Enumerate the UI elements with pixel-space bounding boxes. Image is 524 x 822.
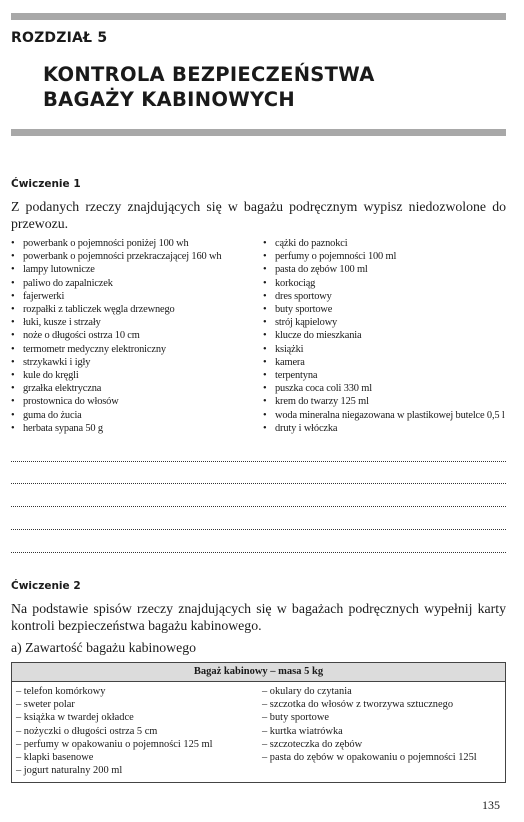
- card-list-left: [16, 685, 213, 777]
- card-item: – szczotka do włosów z tworzywa sztucznego: [262, 699, 454, 711]
- list-item: • rozpałki z tabliczek węgla drzewnego: [11, 303, 221, 316]
- card-item: – buty sportowe: [262, 712, 329, 724]
- list-item: • pasta do zębów 100 ml: [263, 263, 505, 276]
- card-item: – jogurt naturalny 200 ml: [16, 765, 123, 777]
- title-line-2: BAGAŻY KABINOWYCH: [43, 88, 295, 111]
- exercise-2-heading: Ćwiczenie 2: [11, 580, 81, 592]
- card-title: Bagaż kabinowy – masa 5 kg: [12, 663, 505, 682]
- card-item: – perfumy w opakowaniu o pojemności 125 ml: [16, 738, 213, 750]
- list-item: • prostownica do włosów: [11, 395, 221, 408]
- list-item: • dres sportowy: [263, 290, 505, 303]
- list-item: • korkociąg: [263, 277, 505, 290]
- card-item: – nożyczki o długości ostrza 5 cm: [16, 725, 158, 737]
- list-item: • perfumy o pojemności 100 ml: [263, 250, 505, 263]
- answer-line-1[interactable]: [11, 461, 506, 462]
- list-item: • termometr medyczny elektroniczny: [11, 343, 221, 356]
- items-list-right: [263, 237, 505, 435]
- list-item: • grzałka elektryczna: [11, 382, 221, 395]
- list-item: • kule do kręgli: [11, 369, 221, 382]
- list-item: • kamera: [263, 356, 505, 369]
- list-item: • klucze do mieszkania: [263, 329, 505, 342]
- list-item: • książki: [263, 343, 505, 356]
- card-item: – sweter polar: [16, 699, 75, 711]
- list-item: • guma do żucia: [11, 409, 221, 422]
- list-item: • woda mineralna niegazowana w plastikowej butelce 0,5 l: [263, 409, 505, 422]
- list-item: • terpentyna: [263, 369, 505, 382]
- list-item: • paliwo do zapalniczek: [11, 277, 221, 290]
- list-item: • lampy lutownicze: [11, 263, 221, 276]
- exercise-1-instruction: Z podanych rzeczy znajdujących się w bagażu podręcznym wypisz niedozwolone do przewozu.: [11, 199, 506, 231]
- page-number: 135: [482, 798, 500, 812]
- title-line-1: KONTROLA BEZPIECZEŃSTWA: [43, 63, 375, 86]
- list-item: • strzykawki i igły: [11, 356, 221, 369]
- card-item: – okulary do czytania: [262, 686, 352, 697]
- list-item: • herbata sypana 50 g: [11, 422, 221, 435]
- card-item: – książka w twardej okładce: [16, 712, 134, 724]
- list-item: • krem do twarzy 125 ml: [263, 395, 505, 408]
- answer-line-5[interactable]: [11, 552, 506, 553]
- card-list-right: [262, 685, 477, 764]
- list-item: • łuki, kusze i strzały: [11, 316, 221, 329]
- items-list-left: [11, 237, 221, 435]
- top-rule: [11, 13, 506, 20]
- baggage-card: [11, 662, 506, 783]
- exercise-2-instruction: Na podstawie spisów rzeczy znajdujących się w bagażach podręcznych wypełnij karty kontroli bezpieczeństwa bagażu kabinowego.: [11, 601, 506, 633]
- answer-line-4[interactable]: [11, 529, 506, 530]
- list-item: • noże o długości ostrza 10 cm: [11, 329, 221, 342]
- card-item: – telefon komórkowy: [16, 686, 106, 697]
- title-rule: [11, 129, 506, 136]
- list-item: • powerbank o pojemności przekraczającej 160 wh: [11, 250, 221, 263]
- list-item: • puszka coca coli 330 ml: [263, 382, 505, 395]
- list-item: • powerbank o pojemności poniżej 100 wh: [11, 237, 221, 250]
- sub-label: a) Zawartość bagażu kabinowego: [11, 640, 197, 655]
- page-title: [43, 62, 375, 112]
- exercise-1-heading: Ćwiczenie 1: [11, 178, 81, 190]
- list-item: • cążki do paznokci: [263, 237, 505, 250]
- card-item: – szczoteczka do zębów: [262, 738, 363, 750]
- list-item: • buty sportowe: [263, 303, 505, 316]
- card-item: – klapki basenowe: [16, 752, 94, 764]
- card-item: – kurtka wiatrówka: [262, 725, 343, 737]
- list-item: • strój kąpielowy: [263, 316, 505, 329]
- list-item: • fajerwerki: [11, 290, 221, 303]
- list-item: • druty i włóczka: [263, 422, 505, 435]
- chapter-label: ROZDZIAŁ 5: [11, 30, 108, 46]
- answer-line-3[interactable]: [11, 506, 506, 507]
- answer-line-2[interactable]: [11, 483, 506, 484]
- card-item: – pasta do zębów w opakowaniu o pojemności 125l: [262, 752, 477, 764]
